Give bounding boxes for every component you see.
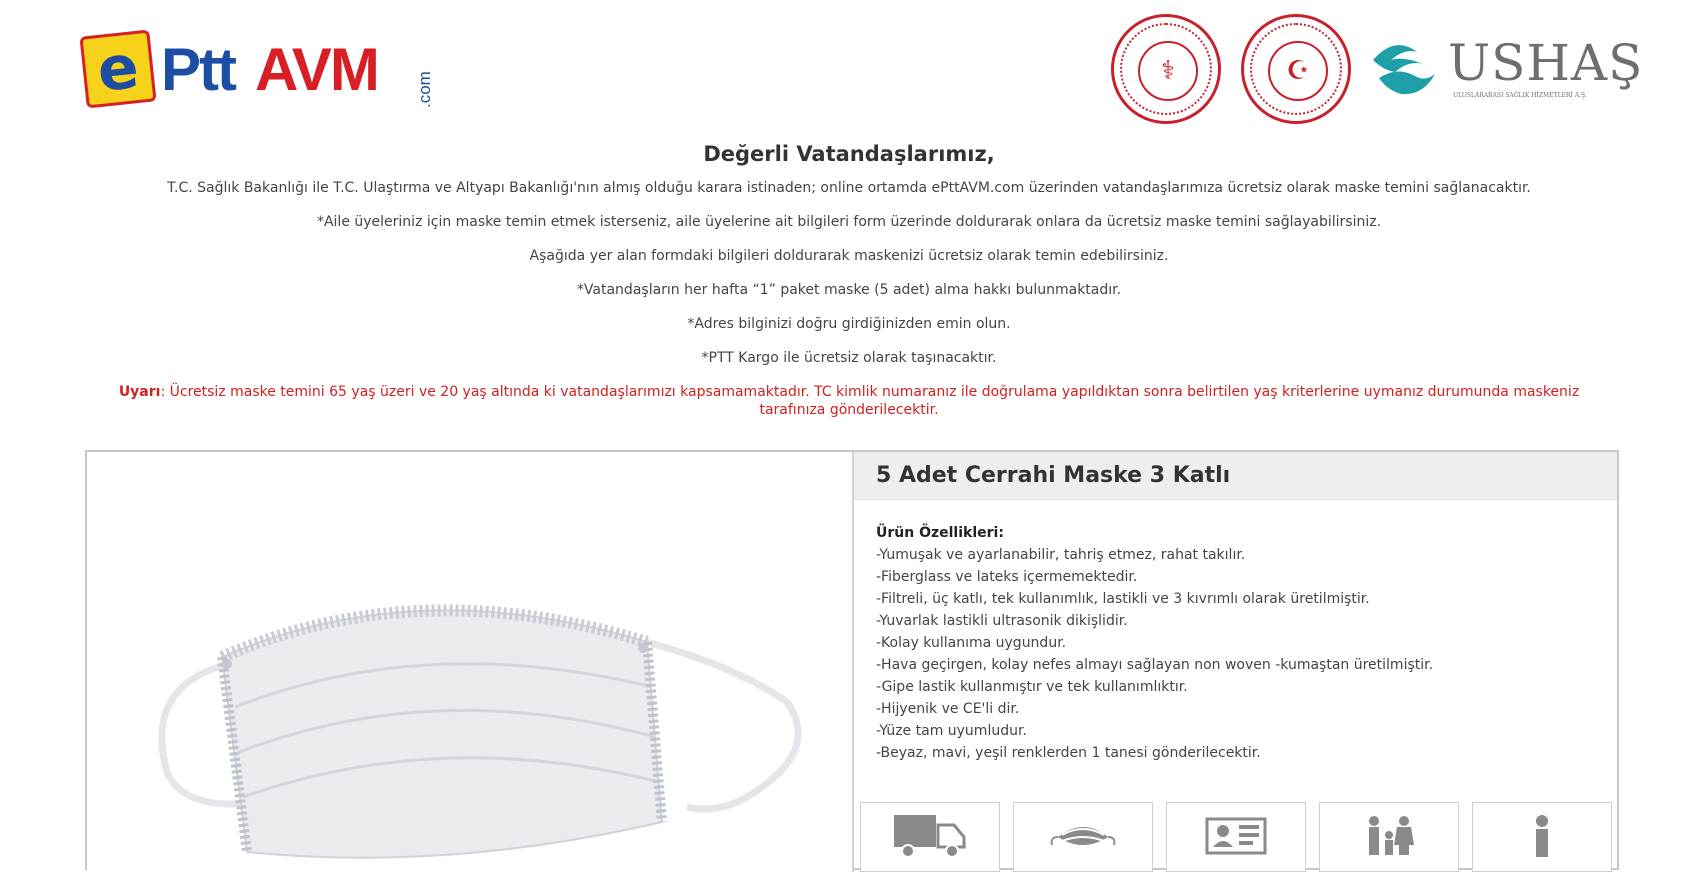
feature-item: -Hava geçirgen, kolay nefes almayı sağlayan non woven -kumaştan üretilmiştir. [876, 657, 1434, 673]
feature-item: -Filtreli, üç katlı, tek kullanımlık, lastikli ve 3 kıvrımlı olarak üretilmiştir. [876, 591, 1370, 607]
intro-paragraph: *Vatandaşların her hafta “1” paket maske (5 adet) alma hakkı bulunmaktadır. [576, 282, 1122, 298]
product-info [854, 452, 1617, 872]
intro-paragraph: *Adres bilginizi doğru girdiğinizden emin olun. [687, 316, 1011, 332]
logo-com-text: .com [415, 71, 434, 108]
feature-item: -Yumuşak ve ayarlanabilir, tahriş etmez, rahat takılır. [876, 547, 1246, 563]
intro-paragraph: Aşağıda yer alan formdaki bilgileri doldurarak maskenizi ücretsiz olarak temin edebilirsiniz. [529, 248, 1169, 264]
intro-paragraph: *Aile üyeleriniz için maske temin etmek isterseniz, aile üyelerine ait bilgileri form üzerinde doldurarak onlara da ücretsiz maske temini sağlayabilirsiniz. [316, 214, 1382, 230]
page-title: Değerli Vatandaşlarımız, [703, 142, 995, 166]
feature-item: -Fiberglass ve lateks içermemektedir. [876, 569, 1138, 585]
shipping-box [860, 802, 1000, 872]
family-feature-box [1319, 802, 1459, 872]
warning-text: : Ücretsiz maske temini 65 yaş üzeri ve 20 yaş altında ki vatandaşlarımızı kapsamamaktadır. TC kimlik numaranız ile doğrulama yapıldıktan sonra belirtilen yaş kriterlerine uymanız durumunda maskeniz tarafınıza gönderilecektir. [160, 384, 1580, 418]
id-feature-box [1166, 802, 1306, 872]
family-icon [1354, 813, 1424, 859]
truck-icon [892, 813, 968, 859]
epttavm-logo[interactable] [83, 28, 434, 108]
id-card-icon [1201, 813, 1271, 859]
product-features [854, 500, 1617, 764]
transport-ministry-seal-icon: ☪ [1241, 14, 1351, 124]
mask-icon [1048, 813, 1118, 859]
person-icon [1522, 813, 1562, 859]
feature-item: -Kolay kullanıma uygundur. [876, 635, 1067, 651]
feature-item: -Yüze tam uyumludur. [876, 723, 1027, 739]
feature-item: -Yuvarlak lastikli ultrasonik dikişlidir. [876, 613, 1128, 629]
logo-e-mark: e [79, 30, 156, 109]
intro-paragraph: T.C. Sağlık Bakanlığı ile T.C. Ulaştırma ve Altyapı Bakanlığı'nın almış olduğu karara istinaden; online ortamda ePttAVM.com üzerinden vatandaşlarımıza ücretsiz olarak maske temini sağlanacaktır. [167, 180, 1531, 196]
ushas-wordmark: USHAŞ [1448, 34, 1644, 92]
person-feature-box [1472, 802, 1612, 872]
product-card [85, 450, 1619, 870]
logo-avm-text: AVM [255, 36, 378, 103]
product-title: 5 Adet Cerrahi Maske 3 Katlı [854, 452, 1617, 500]
mask-feature-box [1013, 802, 1153, 872]
feature-icon-row [860, 802, 1617, 872]
warning-label: Uyarı [118, 384, 161, 400]
feature-item: -Hijyenik ve CE'li dir. [876, 701, 1020, 717]
surgical-mask-image [87, 452, 852, 872]
feature-item: -Gipe lastik kullanmıştır ve tek kullanımlıktır. [876, 679, 1188, 695]
ushas-subtitle: ULUSLARARASI SAĞLIK HİZMETLERİ A.Ş. [1453, 92, 1587, 99]
logo-ptt-text: Ptt [161, 36, 235, 103]
intro-paragraph: *PTT Kargo ile ücretsiz olarak taşınacaktır. [701, 350, 997, 366]
health-ministry-seal-icon: ⚕ [1111, 14, 1221, 124]
ushas-wave-icon [1365, 30, 1441, 106]
page-header [0, 0, 1698, 125]
ushas-logo [1365, 28, 1644, 108]
features-heading: Ürün Özellikleri: [876, 525, 1004, 541]
feature-item: -Beyaz, mavi, yeşil renklerden 1 tanesi gönderilecektir. [876, 745, 1261, 761]
age-warning [100, 383, 1598, 419]
intro-section [100, 142, 1598, 419]
product-image [87, 452, 852, 872]
